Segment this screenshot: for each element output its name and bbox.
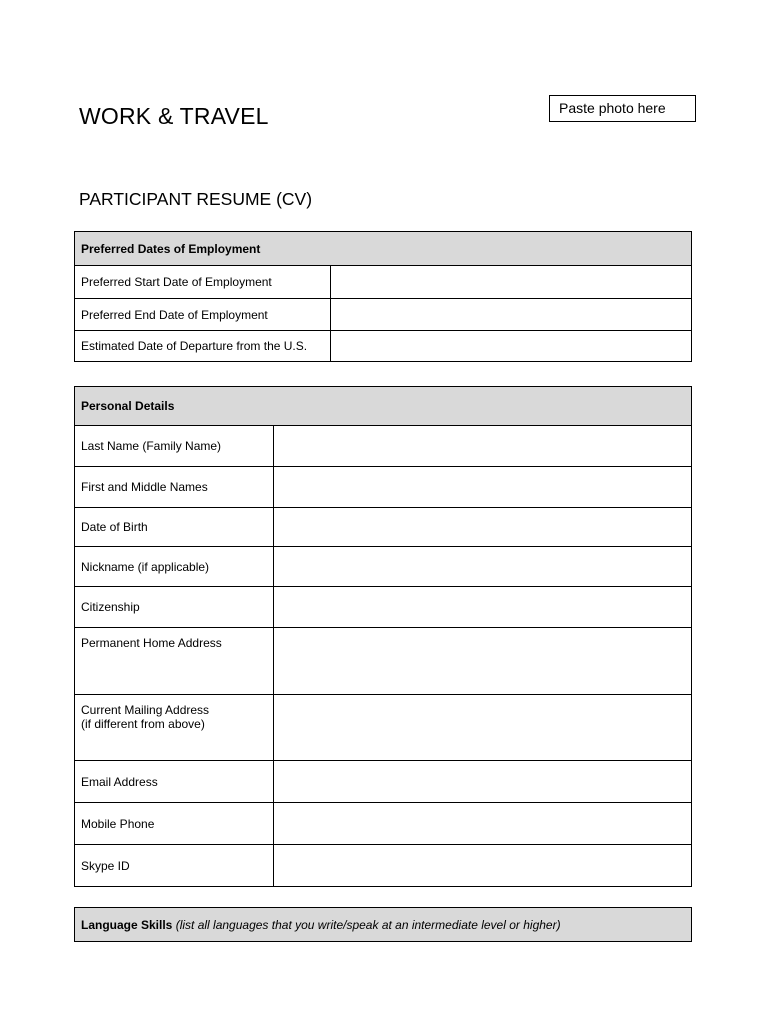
photo-placeholder-box[interactable]: Paste photo here bbox=[549, 95, 696, 122]
field-label-mailing-address bbox=[75, 695, 274, 761]
language-skills-heading: Language Skills bbox=[81, 917, 173, 932]
field-value-date-of-birth[interactable] bbox=[274, 508, 692, 547]
field-value-home-address[interactable] bbox=[274, 628, 692, 695]
field-value-end-date[interactable] bbox=[331, 299, 692, 331]
mailing-address-label-line1: Current Mailing Address bbox=[81, 703, 210, 717]
field-label-start-date: Preferred Start Date of Employment bbox=[75, 266, 331, 299]
field-value-nickname[interactable] bbox=[274, 547, 692, 587]
field-label-end-date: Preferred End Date of Employment bbox=[75, 299, 331, 331]
field-value-citizenship[interactable] bbox=[274, 587, 692, 628]
field-value-last-name[interactable] bbox=[274, 426, 692, 467]
field-value-mobile-phone[interactable] bbox=[274, 803, 692, 845]
field-label-citizenship: Citizenship bbox=[75, 587, 274, 628]
field-label-mobile-phone: Mobile Phone bbox=[75, 803, 274, 845]
document-subtitle: PARTICIPANT RESUME (CV) bbox=[79, 189, 313, 209]
personal-details-heading: Personal Details bbox=[75, 387, 692, 426]
field-label-last-name: Last Name (Family Name) bbox=[75, 426, 274, 467]
personal-details-table bbox=[74, 386, 692, 887]
field-value-departure-date[interactable] bbox=[331, 331, 692, 362]
field-label-nickname: Nickname (if applicable) bbox=[75, 547, 274, 587]
language-skills-note: (list all languages that you write/speak at an intermediate level or higher) bbox=[175, 917, 561, 932]
document-title: WORK & TRAVEL bbox=[79, 103, 269, 129]
field-label-skype-id: Skype ID bbox=[75, 845, 274, 887]
field-label-departure-date: Estimated Date of Departure from the U.S. bbox=[75, 331, 331, 362]
language-skills-heading-cell bbox=[75, 908, 692, 942]
field-label-email: Email Address bbox=[75, 761, 274, 803]
field-value-skype-id[interactable] bbox=[274, 845, 692, 887]
field-value-mailing-address[interactable] bbox=[274, 695, 692, 761]
field-label-home-address: Permanent Home Address bbox=[75, 628, 274, 695]
field-value-email[interactable] bbox=[274, 761, 692, 803]
field-label-first-middle-names: First and Middle Names bbox=[75, 467, 274, 508]
mailing-address-label-line2: (if different from above) bbox=[81, 717, 205, 731]
language-skills-table bbox=[74, 907, 692, 942]
field-label-date-of-birth: Date of Birth bbox=[75, 508, 274, 547]
employment-dates-heading: Preferred Dates of Employment bbox=[75, 232, 692, 266]
employment-dates-table bbox=[74, 231, 692, 362]
field-value-first-middle-names[interactable] bbox=[274, 467, 692, 508]
field-value-start-date[interactable] bbox=[331, 266, 692, 299]
